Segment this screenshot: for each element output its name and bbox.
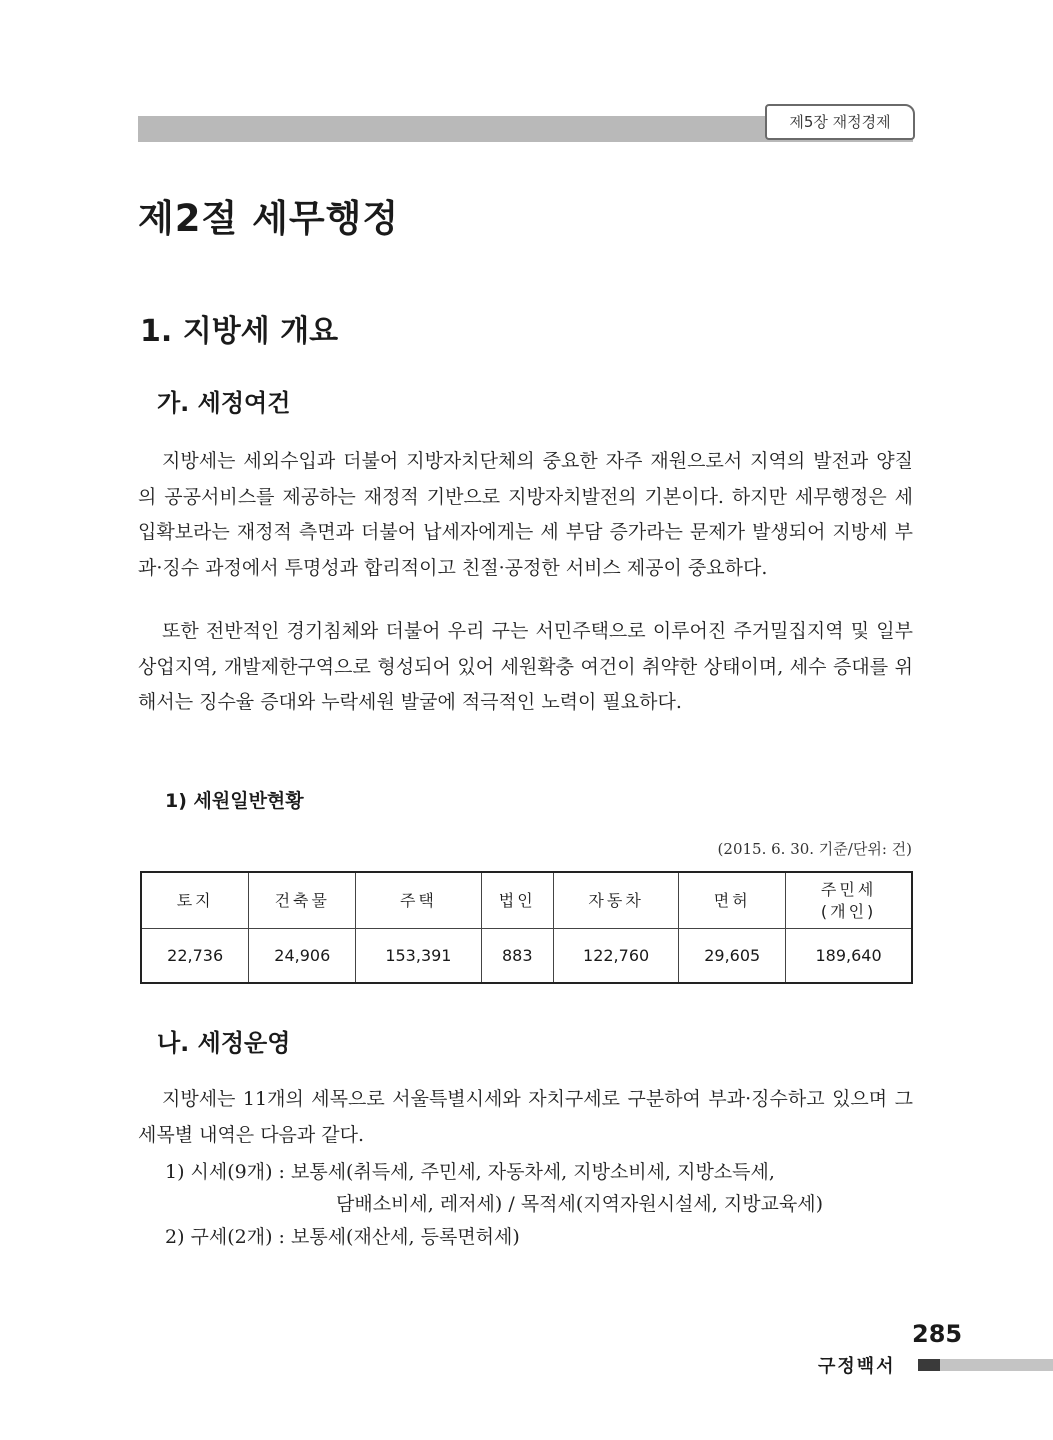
paragraph-1: 지방세는 세외수입과 더불어 지방자치단체의 중요한 자주 재원으로서 지역의 발전과 양질의 공공서비스를 제공하는 재정적 기반으로 지방자치발전의 기본이다. 하지만 세무행정은 세입확보라는 재정적 측면과 더불어 납세자에게는 세 부담 증가라는 문제가 발생되어 지방세 부과·징수 과정에서 투명성과 합리적이고 친절·공정한 서비스 제공이 중요하다. <box>138 450 913 579</box>
heading-1: 1. 지방세 개요 <box>140 314 339 349</box>
table-cell: 22,736 <box>141 929 249 984</box>
table-cell: 122,760 <box>553 929 678 984</box>
list-item: 1) 시세(9개) : 보통세(취득세, 주민세, 자동차세, 지방소비세, 지방소득세, <box>165 1161 775 1183</box>
table-header-row <box>141 872 912 929</box>
header-cell: 자동차 <box>553 872 678 929</box>
header-cell-line: (개인) <box>820 901 877 921</box>
header-cell: 토지 <box>141 872 249 929</box>
table-cell: 24,906 <box>249 929 356 984</box>
book-title: 구정백서 <box>818 1356 896 1377</box>
table-note: (2015. 6. 30. 기준/단위: 건) <box>717 840 912 858</box>
tax-base-table <box>140 871 913 984</box>
paragraph-2: 또한 전반적인 경기침체와 더불어 우리 구는 서민주택으로 이루어진 주거밀집지역 및 일부 상업지역, 개발제한구역으로 형성되어 있어 세원확충 여건이 취약한 상태이며, 세수 증대를 위해서는 징수율 증대와 누락세원 발굴에 적극적인 노력이 필요하다. <box>138 620 913 713</box>
subsection-b-title: 나. 세정운영 <box>157 1029 291 1057</box>
header-cell <box>786 872 912 929</box>
table-title: 1) 세원일반현황 <box>165 790 304 812</box>
section-title: 제2절 세무행정 <box>138 197 400 240</box>
subsection-a-title: 가. 세정여건 <box>157 389 291 417</box>
table-cell: 29,605 <box>679 929 786 984</box>
footer-bar-light <box>940 1359 1053 1371</box>
table-row <box>141 929 912 984</box>
table-cell: 883 <box>481 929 553 984</box>
paragraph-3: 지방세는 11개의 세목으로 서울특별시세와 자치구세로 구분하여 부과·징수하고 있으며 그 세목별 내역은 다음과 같다. <box>138 1088 913 1146</box>
list-item-continuation: 담배소비세, 레저세) / 목적세(지역자원시설세, 지방교육세) <box>336 1193 824 1215</box>
header-cell: 건축물 <box>249 872 356 929</box>
table-cell: 189,640 <box>786 929 912 984</box>
header-cell: 면허 <box>679 872 786 929</box>
table-cell: 153,391 <box>356 929 481 984</box>
header-cell-line: 주민세 <box>820 879 877 899</box>
footer-bar-dark <box>918 1359 940 1371</box>
list-item: 2) 구세(2개) : 보통세(재산세, 등록면허세) <box>165 1226 520 1248</box>
page-number: 285 <box>912 1320 963 1348</box>
header-cell: 주택 <box>356 872 481 929</box>
header-cell: 법인 <box>481 872 553 929</box>
chapter-label: 제5장 재정경제 <box>765 104 915 140</box>
